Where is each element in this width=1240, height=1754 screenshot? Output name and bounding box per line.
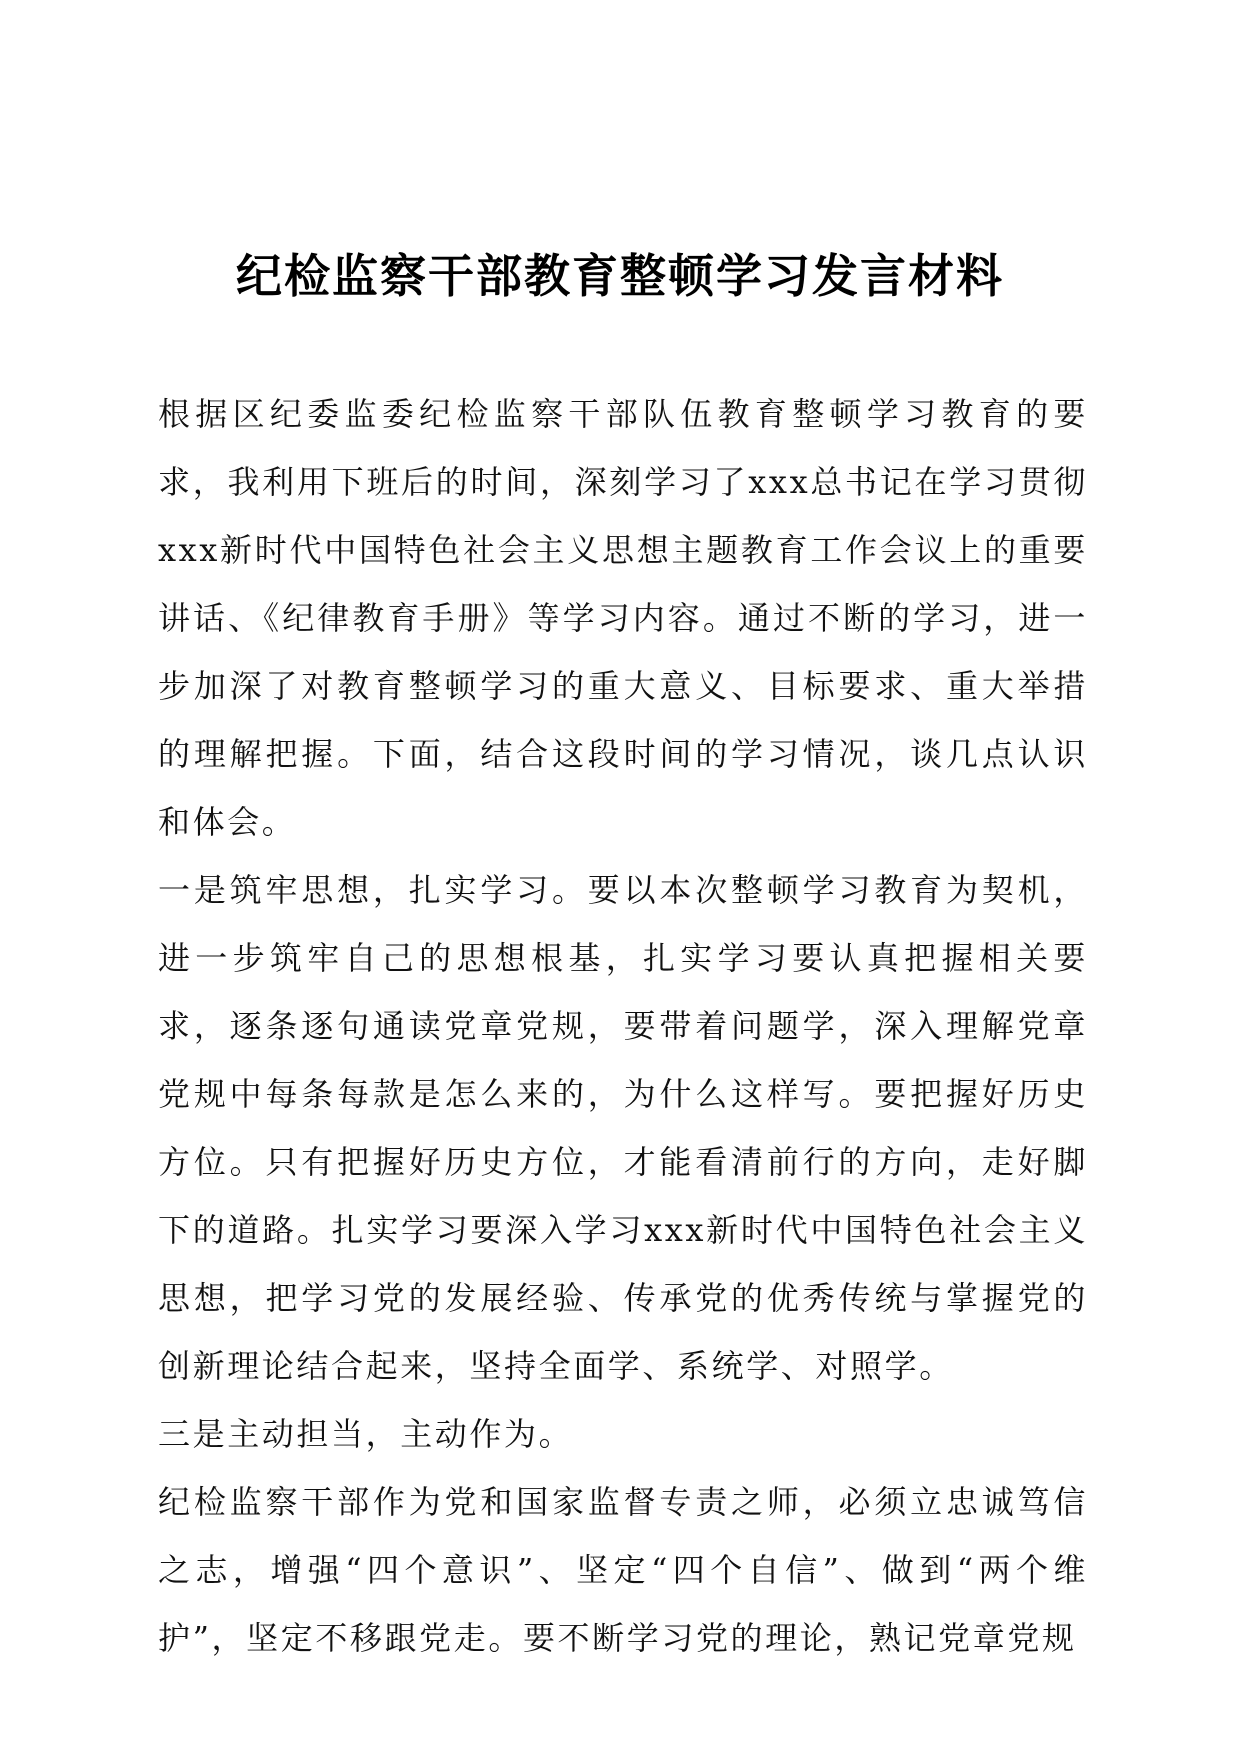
paragraph-point-three-heading: 三是主动担当，主动作为。 xyxy=(158,1415,574,1453)
paragraph-point-three-body: 纪检监察干部作为党和国家监督专责之师，必须立忠诚笃信之志，增强“四个意识”、坚定“四个自信”、做到“两个维护”，坚定不移跟党走。要不断学习党的理论，熟记党章党规 xyxy=(158,1483,1088,1657)
paragraph-point-one: 一是筑牢思想，扎实学习。要以本次整顿学习教育为契机，进一步筑牢自己的思想根基，扎实学习要认真把握相关要求，逐条逐句通读党章党规，要带着问题学，深入理解党章党规中每条每款是怎么来的，为什么这样写。要把握好历史方位。只有把握好历史方位，才能看清前行的方向，走好脚下的道路。扎实学习要深入学习xxx新时代中国特色社会主义思想，把学习党的发展经验、传承党的优秀传统与掌握党的创新理论结合起来，坚持全面学、系统学、对照学。 xyxy=(158,871,1088,1385)
paragraph-intro: 根据区纪委监委纪检监察干部队伍教育整顿学习教育的要求，我利用下班后的时间，深刻学习了xxx总书记在学习贯彻xxx新时代中国特色社会主义思想主题教育工作会议上的重要讲话、《纪律教育手册》等学习内容。通过不断的学习，进一步加深了对教育整顿学习的重大意义、目标要求、重大举措的理解把握。下面，结合这段时间的学习情况，谈几点认识和体会。 xyxy=(158,395,1088,841)
document-body xyxy=(158,380,1088,1672)
document-title: 纪检监察干部教育整顿学习发言材料 xyxy=(236,248,1004,303)
